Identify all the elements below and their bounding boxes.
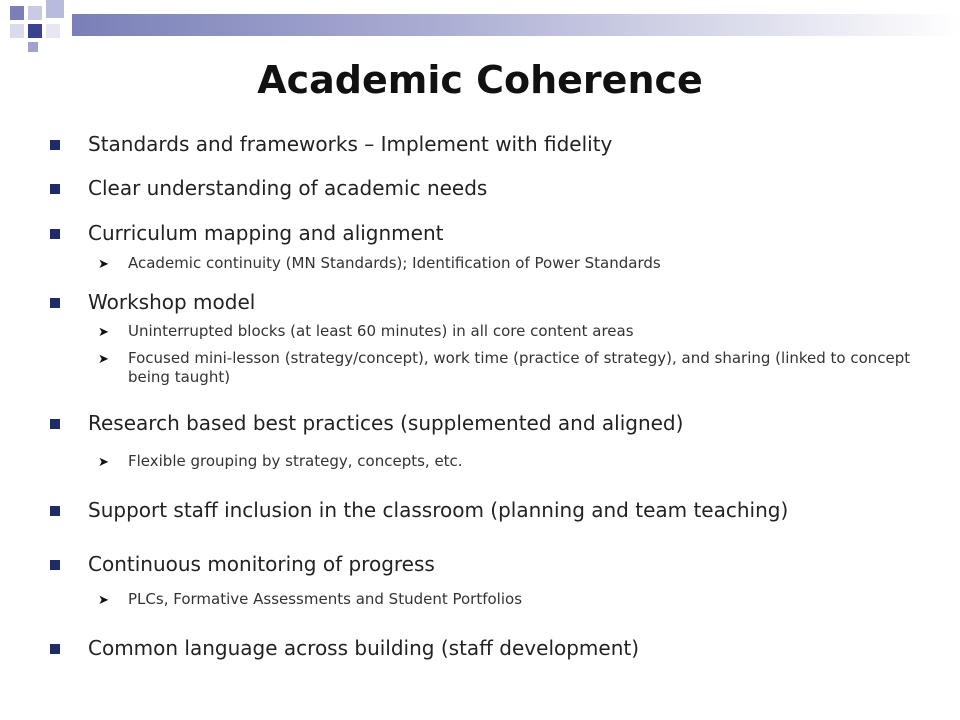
bullet-item bbox=[88, 176, 487, 200]
sub-bullet-text: Flexible grouping by strategy, concepts, etc. bbox=[128, 452, 463, 470]
bullet-text: Research based best practices (supplemented and aligned) bbox=[88, 411, 684, 435]
arrow-bullet-icon: ➤ bbox=[98, 455, 109, 470]
sub-bullet-text: Academic continuity (MN Standards); Identification of Power Standards bbox=[128, 254, 661, 272]
page-title: Academic Coherence bbox=[257, 58, 703, 102]
bullet-item bbox=[88, 552, 435, 576]
bullet-text: Support staff inclusion in the classroom (planning and team teaching) bbox=[88, 498, 789, 522]
arrow-bullet-icon: ➤ bbox=[98, 593, 109, 608]
bullet-item bbox=[88, 290, 255, 314]
bullet-item bbox=[88, 132, 612, 156]
bullet-item bbox=[88, 221, 443, 245]
sub-bullet-item bbox=[98, 322, 928, 341]
square-bullet-icon bbox=[50, 298, 60, 308]
square-bullet-icon bbox=[50, 419, 60, 429]
square-bullet-icon bbox=[50, 560, 60, 570]
bullet-item bbox=[88, 498, 788, 522]
bullet-item bbox=[88, 636, 639, 660]
bullet-item bbox=[88, 411, 683, 435]
bullet-text: Common language across building (staff development) bbox=[88, 636, 640, 660]
sub-bullet-item bbox=[98, 452, 928, 471]
bullet-text: Standards and frameworks – Implement with fidelity bbox=[88, 132, 613, 156]
square-bullet-icon bbox=[50, 140, 60, 150]
sub-bullet-item bbox=[98, 590, 928, 609]
bullet-text: Curriculum mapping and alignment bbox=[88, 221, 444, 245]
sub-bullet-text: PLCs, Formative Assessments and Student Portfolios bbox=[128, 590, 523, 608]
sub-bullet-text: Uninterrupted blocks (at least 60 minutes) in all core content areas bbox=[128, 322, 634, 340]
arrow-bullet-icon: ➤ bbox=[98, 325, 109, 340]
sub-bullet-text: Focused mini-lesson (strategy/concept), work time (practice of strategy), and sharing (linked to concept being taught) bbox=[128, 349, 911, 386]
arrow-bullet-icon: ➤ bbox=[98, 257, 109, 272]
sub-bullet-item bbox=[98, 254, 928, 273]
bullet-text: Continuous monitoring of progress bbox=[88, 552, 435, 576]
square-bullet-icon bbox=[50, 506, 60, 516]
square-bullet-icon bbox=[50, 184, 60, 194]
bullet-text: Clear understanding of academic needs bbox=[88, 176, 488, 200]
sub-bullet-item bbox=[98, 349, 928, 387]
bullet-text: Workshop model bbox=[88, 290, 256, 314]
square-bullet-icon bbox=[50, 229, 60, 239]
arrow-bullet-icon: ➤ bbox=[98, 352, 109, 367]
square-bullet-icon bbox=[50, 644, 60, 654]
